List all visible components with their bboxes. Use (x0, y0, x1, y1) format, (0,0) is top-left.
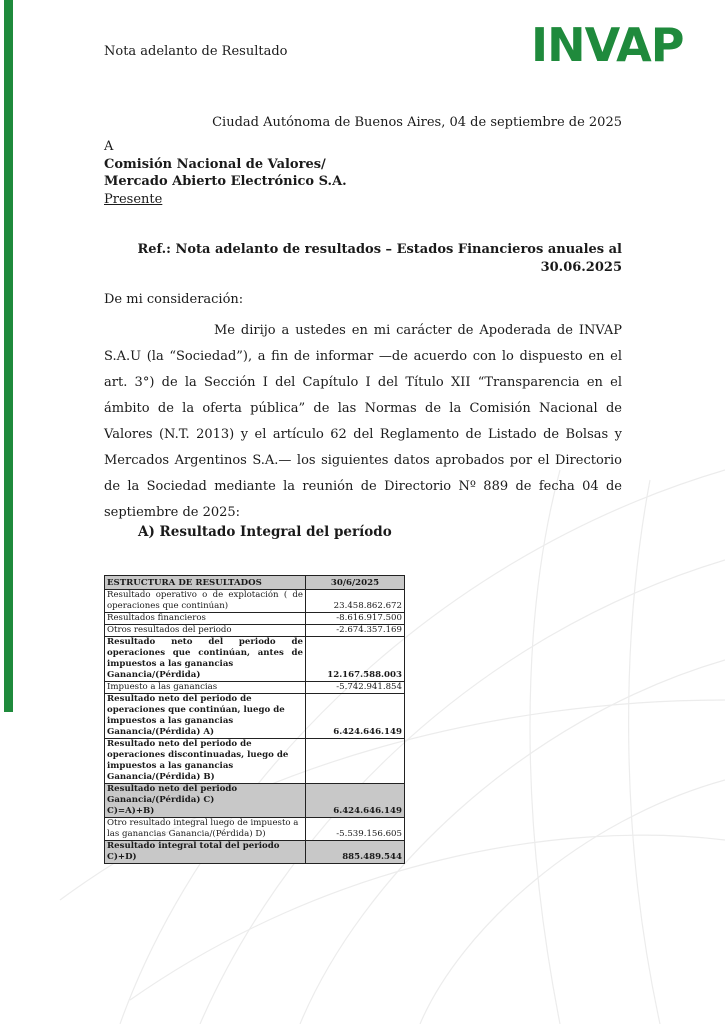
row-label: Otro resultado integral luego de impuesto a las ganancias Ganancia/(Pérdida) D) (105, 818, 306, 841)
table-row (105, 818, 405, 841)
table-row (105, 613, 405, 625)
table-row (105, 682, 405, 694)
row-label: Resultado neto del periodo de operaciones que continúan, antes de impuestos a las ganancias Ganancia/(Pérdida) (105, 637, 306, 682)
recipient-prefix: A (104, 139, 114, 154)
invap-logo: INVAP (531, 18, 684, 72)
reference-block (102, 241, 622, 277)
table-row (105, 739, 405, 784)
table-row (105, 625, 405, 637)
table-col-header: ESTRUCTURA DE RESULTADOS (105, 576, 306, 590)
recipient-line-3: Presente (104, 191, 163, 207)
table-row (105, 784, 405, 818)
table-row (105, 694, 405, 739)
row-value: -8.616.917.500 (306, 613, 405, 625)
body-text: Me dirijo a ustedes en mi carácter de Apoderada de INVAP S.A.U (la “Sociedad”), a fin de informar —de acuerdo con lo dispuesto en el art. 3°) de la Sección I del Capítulo I del Título XII “Transparencia en el ámbito de la oferta pública” de las Normas de la Comisión Nacional de Valores (N.T. 2013) y el artículo 62 del Reglamento de Listado de Bolsas y Mercados Argentinos S.A.— los siguientes datos aprobados por el Directorio de la Sociedad mediante la reunión de Directorio Nº 889 de fecha 04 de septiembre de 2025: (104, 323, 622, 520)
document-header-title: Nota adelanto de Resultado (104, 44, 288, 59)
row-value: 6.424.646.149 (306, 784, 405, 818)
row-value: 12.167.588.003 (306, 637, 405, 682)
row-label: Resultado neto del periodo Ganancia/(Pérdida) C) C)=A)+B) (105, 784, 306, 818)
table-row (105, 637, 405, 682)
row-value: 6.424.646.149 (306, 694, 405, 739)
section-title: A) Resultado Integral del período (138, 524, 392, 540)
recipient-line-2: Mercado Abierto Electrónico S.A. (104, 174, 347, 189)
row-label: Impuesto a las ganancias (105, 682, 306, 694)
recipient-block (104, 138, 347, 208)
row-value: 23.458.862.672 (306, 590, 405, 613)
brand-sidebar-bar (4, 0, 13, 712)
body-paragraph (104, 318, 622, 526)
row-value (306, 739, 405, 784)
row-label: Otros resultados del periodo (105, 625, 306, 637)
row-value: -2.674.357.169 (306, 625, 405, 637)
greeting: De mi consideración: (104, 292, 244, 307)
recipient-line-1: Comisión Nacional de Valores/ (104, 156, 326, 172)
reference-line-1: Ref.: Nota adelanto de resultados – Estados Financieros anuales al (137, 242, 622, 257)
table-col-header: 30/6/2025 (306, 576, 405, 590)
row-label: Resultado neto del periodo de operaciones discontinuadas, luego de impuestos a las ganancias Ganancia/(Pérdida) B) (105, 739, 306, 784)
date-line: Ciudad Autónoma de Buenos Aires, 04 de septiembre de 2025 (212, 115, 622, 130)
row-label: Resultado neto del periodo de operaciones que continúan, luego de impuestos a las ganancias Ganancia/(Pérdida) A) (105, 694, 306, 739)
table-header-row (105, 576, 405, 590)
row-label: Resultado integral total del periodo C)+D) (105, 841, 306, 864)
row-value: 885.489.544 (306, 841, 405, 864)
reference-line-2: 30.06.2025 (540, 260, 622, 275)
table-row (105, 841, 405, 864)
row-value: -5.742.941.854 (306, 682, 405, 694)
row-label: Resultados financieros (105, 613, 306, 625)
results-table (104, 575, 405, 864)
row-value: -5.539.156.605 (306, 818, 405, 841)
table-row (105, 590, 405, 613)
row-label: Resultado operativo o de explotación ( de operaciones que continúan) (105, 590, 306, 613)
